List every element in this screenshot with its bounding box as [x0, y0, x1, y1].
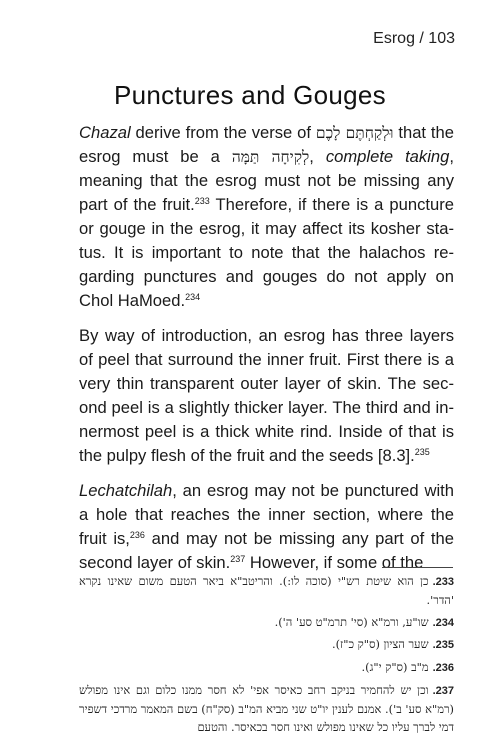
footnotes [79, 573, 454, 740]
footnote-number: 233. [432, 576, 454, 588]
footnote-divider [382, 567, 453, 568]
italic-term: complete taking [325, 147, 450, 166]
text-run: , [309, 147, 326, 166]
footnote-236 [79, 659, 454, 678]
footnote-number: 235. [432, 639, 454, 652]
footnote-text: וכן יש להחמיר בניקב רחב כאיסר אפי' לא חסר ממנו כלום וגם אינו מפולש (רמ"א סע' ב'). אמנם לענין יו"ט שני מביא המ"ב (סק"ח) בשם המאמר מרדכי דשפיר דמי לברך עליו כל שאינו מפולש ואינו חסר בכאיסר. והטעם [79, 682, 454, 734]
text-run: that the esrog must be a [79, 123, 454, 166]
footnote-237 [79, 682, 454, 736]
paragraph [79, 324, 454, 468]
text-run: , an esrog may not be punctured with a hole that reaches the inner section, where the fruit is, [79, 481, 454, 548]
italic-term: Lechatchilah [79, 481, 173, 500]
footnote-235 [79, 636, 454, 655]
text-run: derive from the verse of [130, 123, 316, 142]
hebrew-term: לְקִיחָה תַּמָּה [231, 148, 310, 166]
text-run: , meaning that the esrog must not be missing any part of the fruit. [79, 147, 454, 214]
footnote-ref[interactable]: 233 [194, 196, 210, 206]
footnote-text: שער הציון (ס"ק כ"ז). [331, 637, 429, 652]
footnote-text: שו"ע, ורמ"א (סי' תרמ"ט סע' ה'). [274, 614, 429, 629]
footnote-number: 236. [432, 662, 454, 675]
text-run: and may not be missing any part of the second layer of skin. [79, 529, 454, 572]
body-text [79, 121, 454, 586]
footnote-ref[interactable]: 234 [185, 292, 201, 302]
footnote-233 [79, 573, 454, 610]
footnote-ref[interactable]: 235 [414, 447, 430, 457]
text-run: Therefore, if there is a puncture or gouge in the esrog, it may affect its kosher status. It is important to note that the halachos regarding punctures and gouges do not apply on Chol HaMoed. [79, 195, 454, 310]
footnote-ref[interactable]: 237 [230, 554, 246, 564]
text-run: However, if some of the [245, 553, 424, 572]
footnote-number: 234. [432, 616, 454, 629]
footnote-234 [79, 614, 454, 633]
footnote-text: כן הוא שיטת רש"י (סוכה לו:). והריטב"א ביאר הטעם משום שאינו נקרא 'הדר'. [79, 574, 454, 607]
running-header: Esrog / 103 [373, 30, 455, 47]
paragraph [79, 479, 454, 575]
footnote-number: 237. [432, 684, 454, 697]
footnote-text: מ"ב (ס"ק י"ג). [361, 660, 429, 675]
section-title: Punctures and Gouges [114, 80, 386, 110]
hebrew-verse: וּלְקַחְתֶּם לָכֶם [315, 124, 394, 142]
text-run: By way of introduction, an esrog has three layers of peel that surround the inner fruit. First there is a very thin transparent outer layer of skin. The second peel is a slightly thicker layer. The third and innermost peel is a thick white rind. Inside of that is the pulpy flesh of the fruit and the seeds [8.3]. [79, 326, 454, 465]
paragraph [79, 121, 454, 313]
italic-term: Chazal [79, 123, 131, 142]
footnote-ref[interactable]: 236 [129, 530, 145, 540]
